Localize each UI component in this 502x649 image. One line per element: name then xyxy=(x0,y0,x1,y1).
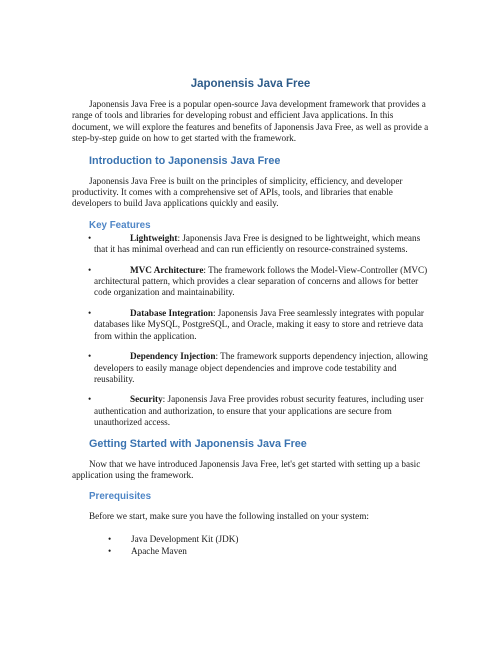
bullet-icon: • xyxy=(88,394,92,405)
section-heading-introduction: Introduction to Japonensis Java Free xyxy=(89,154,281,167)
feature-name: MVC Architecture xyxy=(130,264,204,275)
section-heading-getting-started: Getting Started with Japonensis Java Free xyxy=(89,437,307,450)
getting-started-paragraph: Now that we have introduced Japonensis Java Free, let's get started with setting up a basic application using the framework. xyxy=(72,458,421,480)
bullet-icon: • xyxy=(108,533,112,544)
feature-item xyxy=(72,265,429,299)
document-title: Japonensis Java Free xyxy=(190,78,311,90)
bullet-icon: • xyxy=(88,232,92,243)
feature-description: : The framework follows the Model-View-Controller (MVC) architectural pattern, which provides a clear separation of concerns and allows for better code organization and maintainability. xyxy=(94,264,428,298)
document-content xyxy=(72,78,429,557)
feature-description: : Japonensis Java Free seamlessly integrates with popular databases like MySQL, PostgreSQL, and Oracle, making it easy to store and retrieve data from within the application. xyxy=(94,307,424,341)
feature-name: Security xyxy=(130,394,163,405)
intro-paragraph: Japonensis Java Free is a popular open-source Java development framework that provides a range of tools and libraries for developing robust and efficient Java applications. In this document, we will explore the features and benefits of Japonensis Java Free, as well as provide a step-by-step guide on how to get started with the framework. xyxy=(72,99,429,144)
bullet-icon: • xyxy=(88,264,92,275)
bullet-icon: • xyxy=(88,351,92,362)
bullet-icon: • xyxy=(108,545,112,556)
prerequisite-label: Apache Maven xyxy=(131,545,187,556)
feature-name: Dependency Injection xyxy=(130,351,216,362)
feature-name: Lightweight xyxy=(130,232,178,243)
feature-description: : Japonensis Java Free provides robust security features, including user authentication and authorization, to ensure that your applications are secure from unauthorized access. xyxy=(94,394,424,428)
prerequisites-intro: Before we start, make sure you have the following installed on your system: xyxy=(89,511,369,522)
feature-item xyxy=(72,351,429,385)
subheading-key-features: Key Features xyxy=(89,219,151,231)
feature-item xyxy=(72,233,429,256)
feature-item xyxy=(72,308,429,342)
list-item xyxy=(72,533,429,545)
list-item xyxy=(72,545,429,557)
prerequisite-label: Java Development Kit (JDK) xyxy=(131,533,239,544)
feature-name: Database Integration xyxy=(130,307,213,318)
subheading-prerequisites: Prerequisites xyxy=(89,491,152,503)
feature-item xyxy=(72,394,429,428)
feature-description: : Japonensis Java Free is designed to be lightweight, which means that it has minimal overhead and can run efficiently on resource-constrained systems. xyxy=(94,232,421,255)
introduction-paragraph: Japonensis Java Free is built on the principles of simplicity, efficiency, and developer productivity. It comes with a comprehensive set of APIs, tools, and libraries that enable developers to build Java applications quickly and easily. xyxy=(72,175,403,209)
bullet-icon: • xyxy=(88,307,92,318)
feature-description: : The framework supports dependency injection, allowing developers to easily manage object dependencies and improve code testability and reusability. xyxy=(94,351,428,384)
